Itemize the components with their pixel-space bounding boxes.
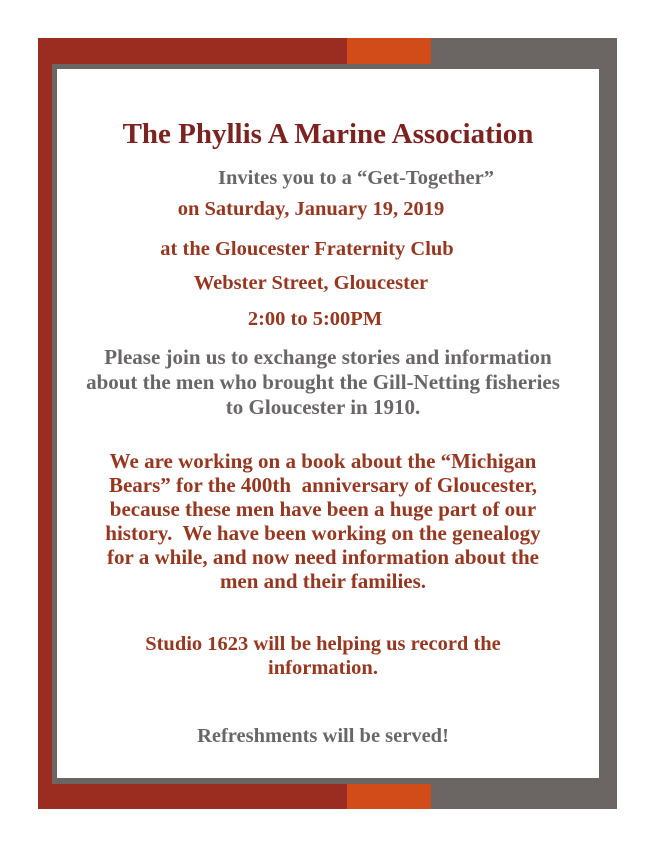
- event-venue: at the Gloucester Fraternity Club: [160, 238, 454, 260]
- frame-bottom-red-segment: [38, 784, 347, 809]
- frame-top-gray-segment: [431, 38, 617, 64]
- book-line-5: for a while, and now need information about the: [107, 545, 539, 569]
- intro-line-3: to Gloucester in 1910.: [225, 395, 421, 419]
- studio-line-2: information.: [268, 657, 378, 679]
- frame-top-orange-segment: [347, 38, 431, 64]
- frame-inner-line-bottom: [52, 778, 599, 784]
- refreshments-note: Refreshments will be served!: [197, 725, 449, 747]
- intro-line-2: about the men who brought the Gill-Netting fisheries: [86, 370, 560, 394]
- studio-line-1: Studio 1623 will be helping us record the: [145, 633, 501, 655]
- book-line-1: We are working on a book about the “Michigan: [109, 449, 537, 473]
- book-line-3: because these men have been a huge part of our: [109, 497, 537, 521]
- event-date: on Saturday, January 19, 2019: [177, 198, 445, 220]
- frame-right-border: [599, 38, 617, 809]
- frame-bottom-gray-segment: [431, 784, 617, 809]
- frame-bottom-orange-segment: [347, 784, 431, 809]
- event-time: 2:00 to 5:00PM: [247, 308, 383, 330]
- event-address: Webster Street, Gloucester: [193, 272, 429, 294]
- invite-line: Invites you to a “Get-Together”: [218, 167, 494, 189]
- frame-top-red-segment: [38, 38, 347, 64]
- book-line-4: history. We have been working on the genealogy: [105, 521, 541, 545]
- intro-line-1: Please join us to exchange stories and information: [104, 345, 552, 369]
- book-line-2: Bears” for the 400th anniversary of Gloucester,: [108, 473, 538, 497]
- flyer-title: The Phyllis A Marine Association: [122, 118, 534, 150]
- book-line-6: men and their families.: [219, 569, 427, 593]
- frame-left-border: [38, 38, 52, 809]
